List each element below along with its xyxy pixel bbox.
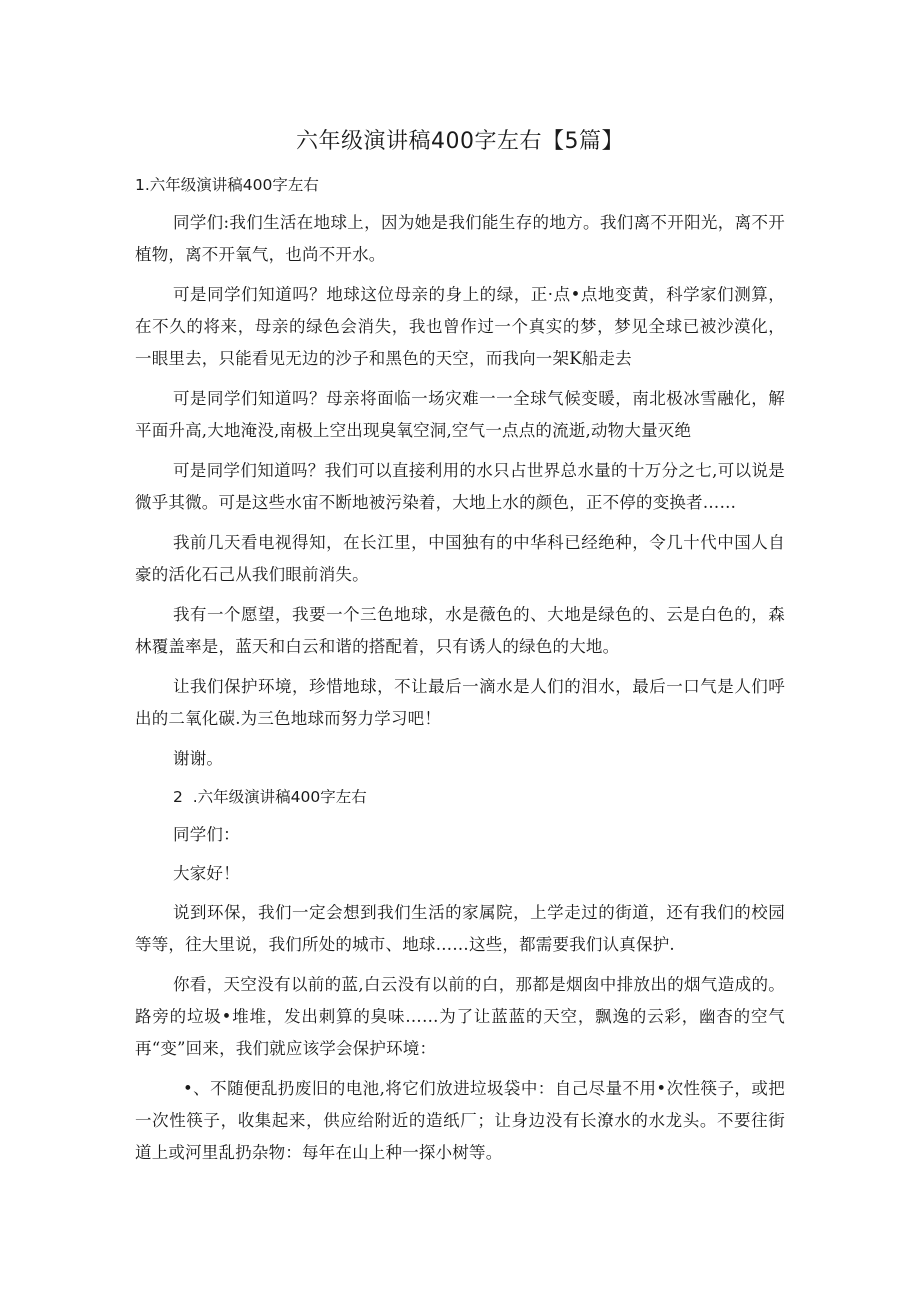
paragraph: 大家好！	[173, 864, 240, 883]
paragraph: 你看，天空没有以前的蓝,白云没有以前的白，那都是烟囱中排放出的烟气造成的。路旁的垃圾•堆堆，发出刺算的臭味……为了让蓝蓝的天空，飘逸的云彩，幽杳的空气再“变”回来，我们就应该学会保护环境：	[135, 975, 785, 1058]
paragraph: 可是同学们知道吗？母亲将面临一场灾难一一全球气候变暖，南北极冰雪融化，解平面升高,大地淹没,南极上空出现臭氧空洞,空气一点点的流逝,动物大量灭绝	[135, 389, 785, 440]
section-heading: 1.六年级演讲稿400字左右	[135, 176, 319, 194]
paragraph: 可是同学们知道吗？我们可以直接利用的水只占世界总水量的十万分之七,可以说是微乎其微。可是这些水宙不断地被污染着，大地上水的颜色，正不停的变换者……	[135, 461, 785, 512]
paragraph: 让我们保护环境，珍惜地球，不让最后一滴水是人们的泪水，最后一口气是人们呼出的二氧化碳.为三色地球而努力学习吧！	[135, 677, 785, 728]
document-body	[135, 170, 785, 1177]
document-title: 六年级演讲稿400字左右【5篇】	[296, 129, 624, 154]
paragraph: 可是同学们知道吗？地球这位母亲的身上的绿，正·点•点地变黄，科学家们测算，在不久的将来，母亲的绿色会消失，我也曾作过一个真实的梦，梦见全球已被沙漠化，一眼里去，只能看见无边的沙子和黑色的天空，而我向一架K船走去	[135, 285, 785, 368]
paragraph: 我有一个愿望，我要一个三色地球，水是薇色的、大地是绿色的、云是白色的，森林覆盖率是，蓝天和白云和谐的搭配着，只有诱人的绿色的大地。	[135, 605, 785, 656]
paragraph: 同学们:我们生活在地球上，因为她是我们能生存的地方。我们离不开阳光，离不开植物，离不开氧气，也尚不开水。	[135, 213, 785, 264]
section-heading: 2 .六年级演讲稿400字左右	[173, 788, 367, 806]
paragraph: 谢谢。	[173, 749, 224, 768]
paragraph: 同学们：	[173, 825, 240, 844]
paragraph: 说到环保，我们一定会想到我们生活的家属院，上学走过的街道，还有我们的校园等等，往大里说，我们所处的城市、地球……这些，都需要我们认真保护.	[135, 903, 785, 954]
paragraph: 我前几天看电视得知，在长江里，中国独有的中华科已经绝种，令几十代中国人自豪的活化石己从我们眼前消失。	[135, 533, 785, 584]
bullet-paragraph: •、不随便乱扔废旧的电池,将它们放进垃圾袋中：自己尽量不用•次性筷子，或把一次性筷子，收集起来，供应给附近的造纸厂；让身边没有长潦水的水龙头。不要往街道上或河里乱扔杂物：每年在山上种一探小树等。	[135, 1079, 785, 1162]
